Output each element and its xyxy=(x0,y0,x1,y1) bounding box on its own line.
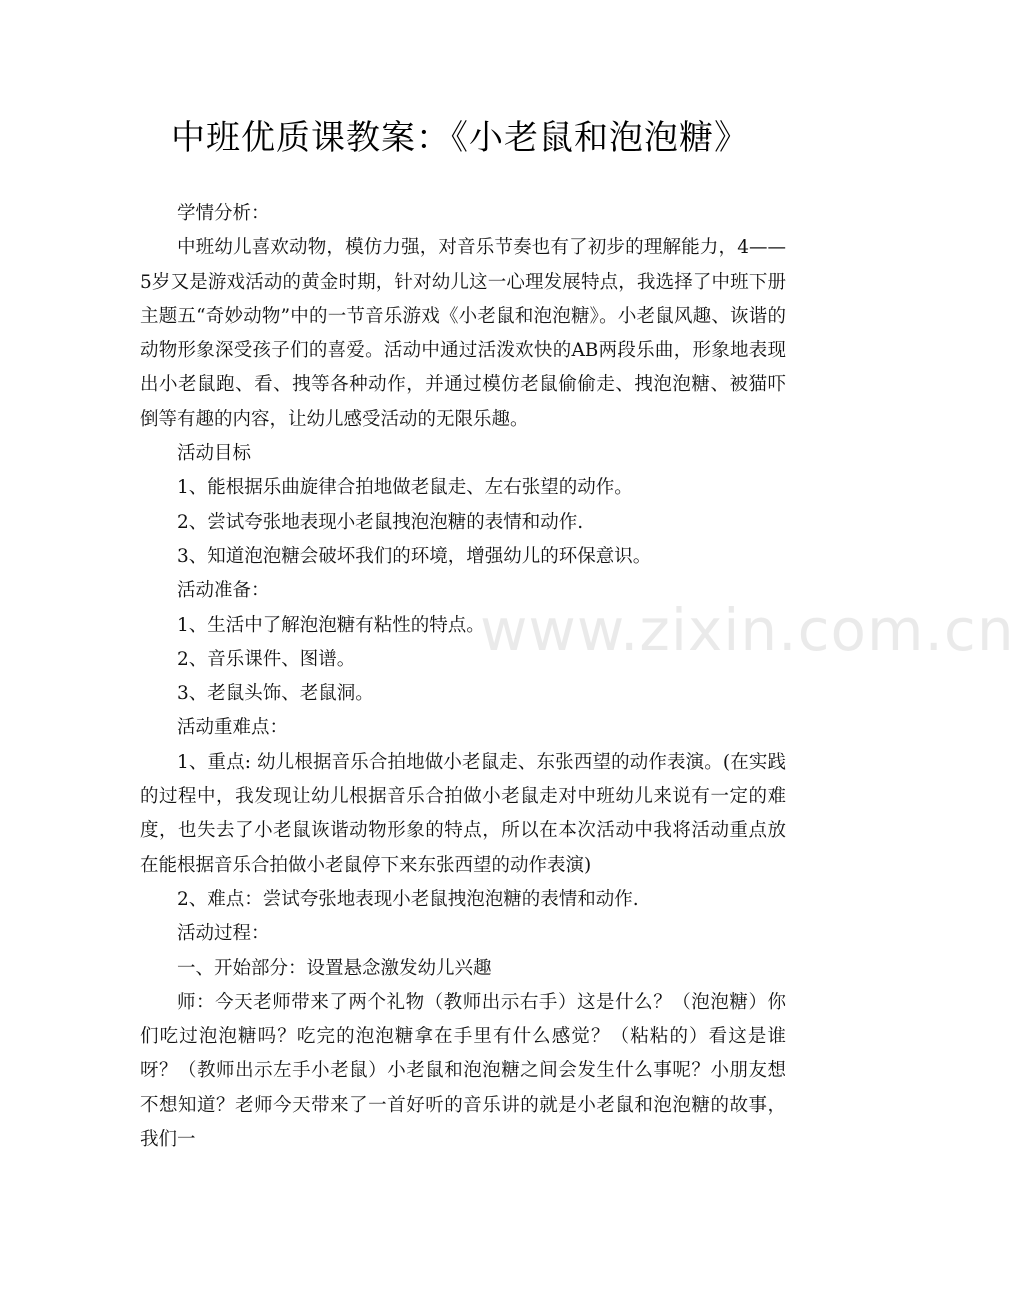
goal-item: 1、能根据乐曲旋律合拍地做老鼠走、左右张望的动作。 xyxy=(177,477,633,499)
process-step-heading: 一、开始部分：设置悬念激发幼儿兴趣 xyxy=(177,957,492,979)
watermark: www.zixin.com.cn xyxy=(480,596,1015,664)
goal-item: 3、知道泡泡糖会破坏我们的环境，增强幼儿的环保意识。 xyxy=(177,545,652,567)
section-heading-key-points: 活动重难点： xyxy=(177,717,289,739)
key-point-item: 2、难点：尝试夸张地表现小老鼠拽泡泡糖的表情和动作. xyxy=(177,888,639,910)
section-heading-preparation: 活动准备： xyxy=(177,580,270,602)
analysis-paragraph: 中班幼儿喜欢动物，模仿力强，对音乐节奏也有了初步的理解能力，4——5岁又是游戏活动的黄金时期，针对幼儿这一心理发展特点，我选择了中班下册主题五“奇妙动物”中的一节音乐游戏《小老鼠和泡泡糖》。小老鼠风趣、诙谐的动物形象深受孩子们的喜爱。活动中通过活泼欢快的AB两段乐曲，形象地表现出小老鼠跑、看、拽等各种动作，并通过模仿老鼠偷偷走、拽泡泡糖、被猫吓倒等有趣的内容，让幼儿感受活动的无限乐趣。 xyxy=(140,237,786,430)
preparation-item: 3、老鼠头饰、老鼠洞。 xyxy=(177,683,374,705)
preparation-item: 2、音乐课件、图谱。 xyxy=(177,648,356,670)
goal-item: 2、尝试夸张地表现小老鼠拽泡泡糖的表情和动作. xyxy=(177,511,584,533)
section-heading-process: 活动过程： xyxy=(177,923,270,945)
key-point-item: 1、重点: 幼儿根据音乐合拍地做小老鼠走、东张西望的动作表演。(在实践的过程中，我发现让幼儿根据音乐合拍做小老鼠走对中班幼儿来说有一定的难度，也失去了小老鼠诙谐动物形象的特点，所以在本次活动中我将活动重点放在能根据音乐合拍做小老鼠停下来东张西望的动作表演) xyxy=(140,751,786,876)
section-heading-goals: 活动目标 xyxy=(177,443,252,465)
preparation-item: 1、生活中了解泡泡糖有粘性的特点。 xyxy=(177,614,485,636)
document-body xyxy=(140,197,786,1157)
process-paragraph: 师：今天老师带来了两个礼物（教师出示右手）这是什么？（泡泡糖）你们吃过泡泡糖吗？吃完的泡泡糖拿在手里有什么感觉？（粘粘的）看这是谁呀？（教师出示左手小老鼠）小老鼠和泡泡糖之间会发生什么事呢？小朋友想不想知道？老师今天带来了一首好听的音乐讲的就是小老鼠和泡泡糖的故事，我们一 xyxy=(140,991,786,1151)
section-heading-analysis: 学情分析： xyxy=(177,203,270,224)
document-title: 中班优质课教案：《小老鼠和泡泡糖》 xyxy=(171,118,749,158)
